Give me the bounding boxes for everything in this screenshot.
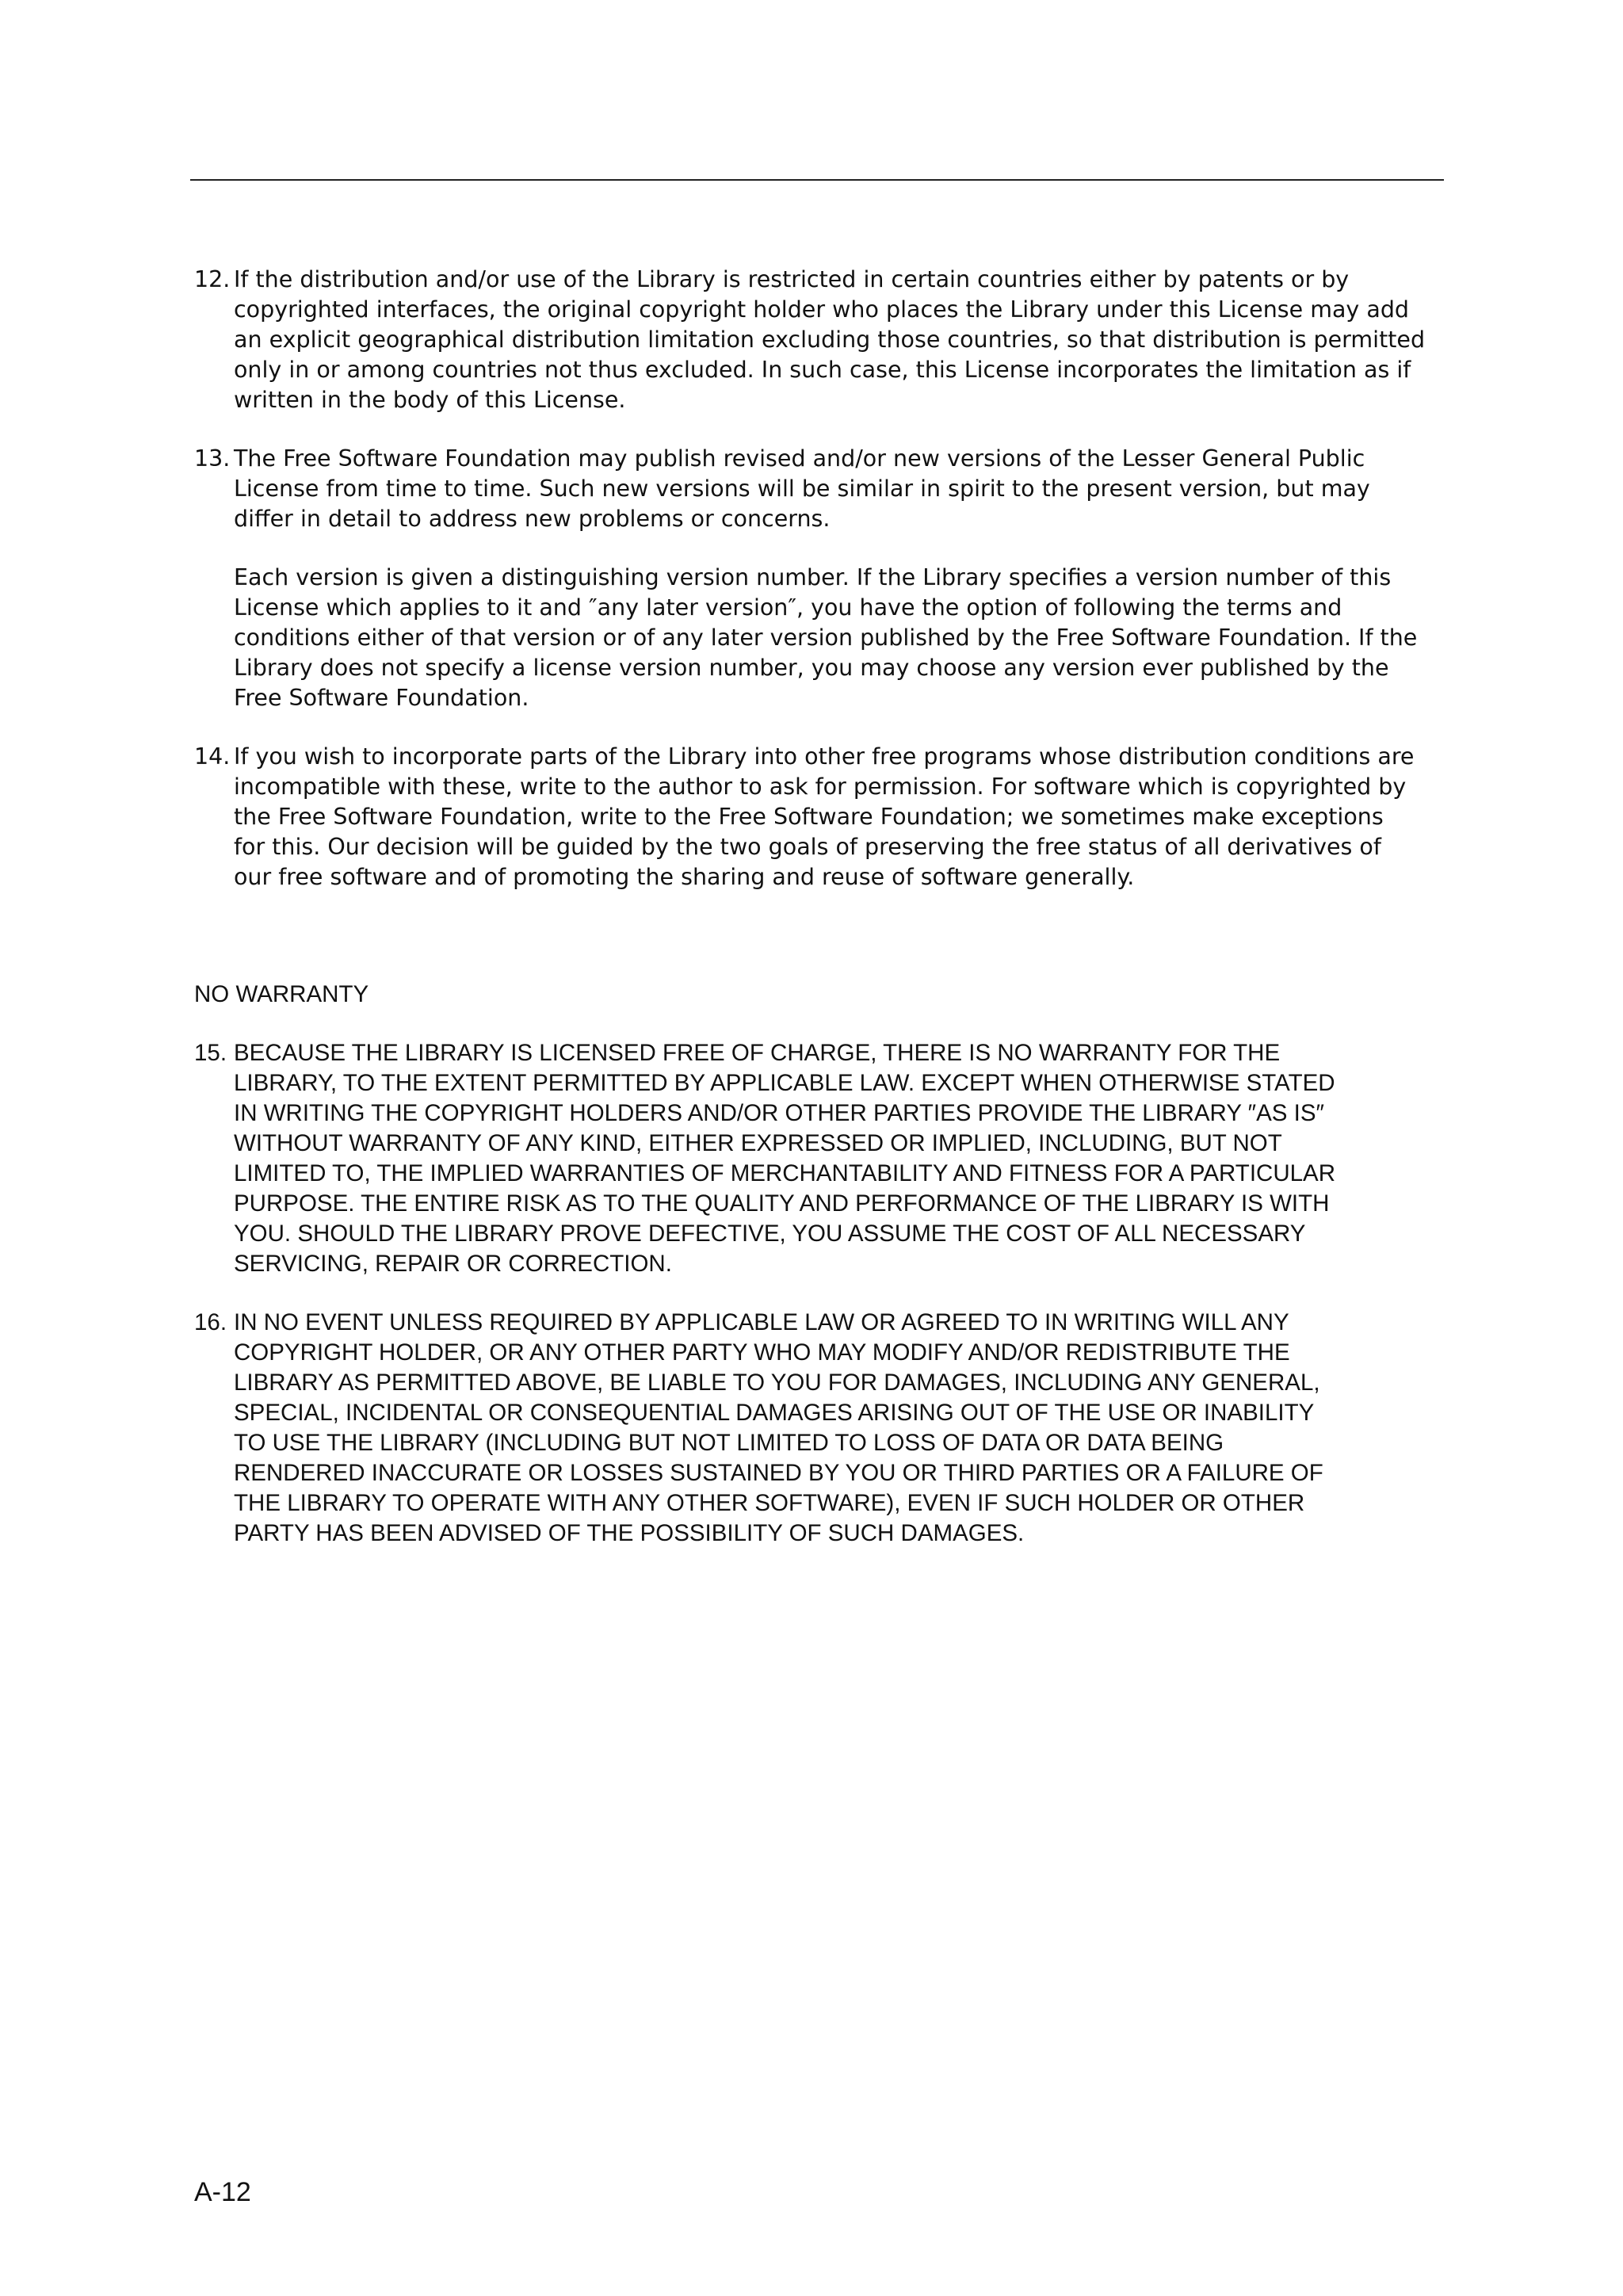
list-item-paragraph: IN NO EVENT UNLESS REQUIRED BY APPLICABLE LAW OR AGREED TO IN WRITING WILL ANY COPYRIGHT HOLDER, OR ANY OTHER PARTY WHO MAY MODIFY AND/OR REDISTRIBUTE THE LIBRARY AS PERMITTED ABOVE, BE LIABLE TO YOU FOR DAMAGES, INCLUDING ANY GENERAL, SPECIAL, INCIDENTAL OR CONSEQUENTIAL DAMAGES ARISING OUT OF THE USE OR INABILITY TO USE THE LIBRARY (INCLUDING BUT NOT LIMITED TO LOSS OF DATA OR DATA BEING RENDERED INACCURATE OR LOSSES SUSTAINED BY YOU OR THIRD PARTIES OR A FAILURE OF THE LIBRARY TO OPERATE WITH ANY OTHER SOFTWARE), EVEN IF SUCH HOLDER OR OTHER PARTY HAS BEEN ADVISED OF THE POSSIBILITY OF SUCH DAMAGES. [234, 1309, 1323, 1546]
list-item-paragraph: The Free Software Foundation may publish revised and/or new versions of the Lesser General Public License from time to time. Such new versions will be similar in spirit to the present version, but may differ in detail to address new problems or concerns. [234, 445, 1370, 532]
list-item-paragraph: If the distribution and/or use of the Library is restricted in certain countries either by patents or by copyrighted interfaces, the original copyright holder who places the Library under this License may add an explicit geographical distribution limitation excluding those countries, so that distribution is permitted only in or among countries not thus excluded. In such case, this License incorporates the limitation as if written in the body of this License. [234, 266, 1426, 413]
list-item-paragraph: BECAUSE THE LIBRARY IS LICENSED FREE OF CHARGE, THERE IS NO WARRANTY FOR THE LIBRARY, TO THE EXTENT PERMITTED BY APPLICABLE LAW. EXCEPT WHEN OTHERWISE STATED IN WRITING THE COPYRIGHT HOLDERS AND/OR OTHER PARTIES PROVIDE THE LIBRARY ″AS IS″ WITHOUT WARRANTY OF ANY KIND, EITHER EXPRESSED OR IMPLIED, INCLUDING, BUT NOT LIMITED TO, THE IMPLIED WARRANTIES OF MERCHANTABILITY AND FITNESS FOR A PARTICULAR PURPOSE. THE ENTIRE RISK AS TO THE QUALITY AND PERFORMANCE OF THE LIBRARY IS WITH YOU. SHOULD THE LIBRARY PROVE DEFECTIVE, YOU ASSUME THE COST OF ALL NECESSARY SERVICING, REPAIR OR CORRECTION. [234, 1040, 1336, 1277]
list-item-16 [194, 1308, 1448, 1549]
list-item-12 [194, 265, 1448, 415]
list-item-number: 12. [194, 266, 231, 292]
list-item-number: 14. [194, 743, 231, 770]
list-item-14 [194, 742, 1448, 892]
list-item-number: 16. [194, 1309, 227, 1335]
list-item-number: 15. [194, 1040, 227, 1066]
list-item-13 [194, 444, 1448, 713]
list-item-number: 13. [194, 445, 231, 472]
list-item-15 [194, 1038, 1448, 1279]
header-rule [190, 179, 1444, 181]
list-item-paragraph: Each version is given a distinguishing version number. If the Library specifies a version number of this License which applies to it and ″any later version″, you have the option of following the terms and conditions either of that version or of any later version published by the Free Software Foundation. If the Library does not specify a license version number, you may choose any version ever published by the Free Software Foundation. [234, 564, 1418, 711]
page-number: A-12 [194, 2177, 251, 2207]
document-body [194, 265, 1448, 1577]
list-item-paragraph: If you wish to incorporate parts of the Library into other free programs whose distribution conditions are incompatible with these, write to the author to ask for permission. For software which is copyrighted by the Free Software Foundation, write to the Free Software Foundation; we sometimes make exceptions for this. Our decision will be guided by the two goals of preserving the free status of all derivatives of our free software and of promoting the sharing and reuse of software generally. [234, 743, 1415, 890]
section-heading: NO WARRANTY [194, 981, 369, 1007]
